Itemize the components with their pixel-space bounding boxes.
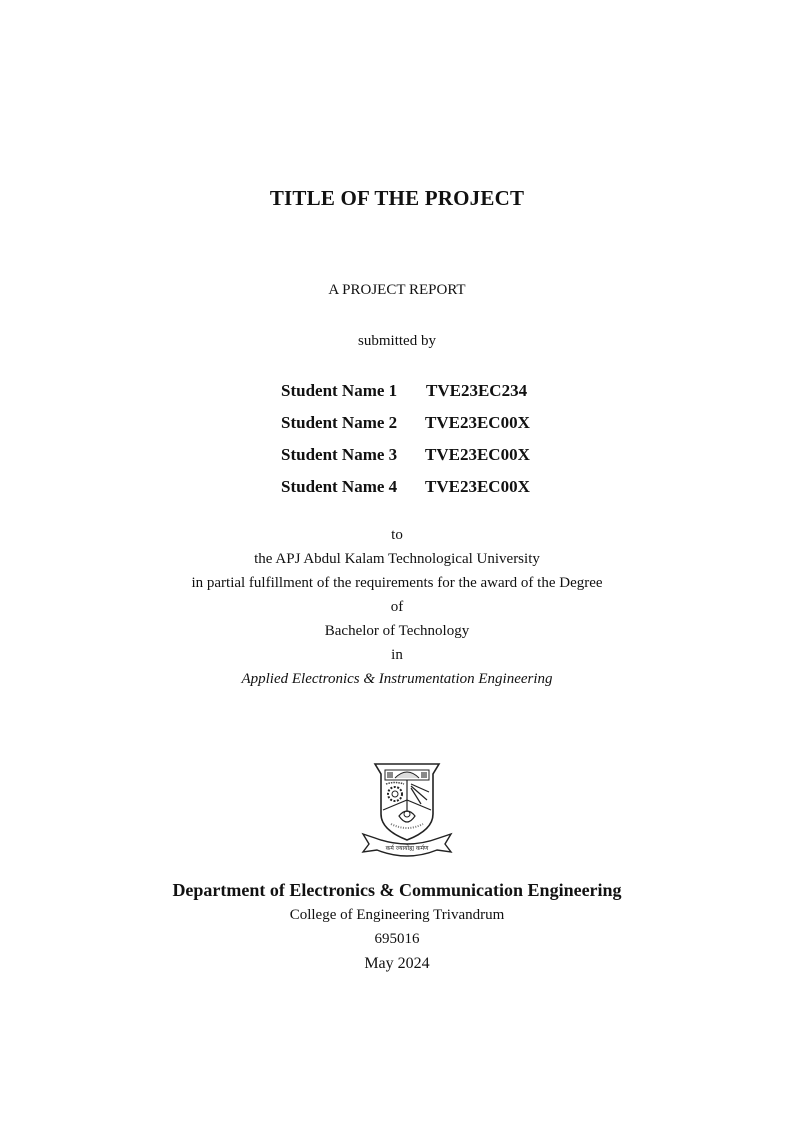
student-row — [281, 375, 556, 407]
svg-text:कर्म ज्यायोह्य कर्मण: कर्म ज्यायोह्य कर्मण — [385, 845, 429, 852]
pincode: 695016 — [374, 931, 420, 947]
student-id: TVE23EC234 — [426, 381, 528, 400]
student-row — [281, 407, 556, 439]
student-name: Student Name 4 — [281, 477, 398, 496]
college-emblem-icon — [353, 752, 461, 864]
of-label: of — [390, 599, 404, 615]
project-title: TITLE OF THE PROJECT — [269, 186, 525, 210]
student-name: Student Name 2 — [281, 413, 398, 432]
report-type: A PROJECT REPORT — [328, 282, 466, 298]
student-id: TVE23EC00X — [425, 477, 530, 496]
to-label: to — [391, 527, 403, 543]
student-id: TVE23EC00X — [425, 445, 530, 464]
student-id: TVE23EC00X — [425, 413, 530, 432]
submitted-by-label: submitted by — [358, 333, 436, 349]
college-name: College of Engineering Trivandrum — [289, 907, 505, 923]
student-list — [281, 375, 556, 503]
branch-name: Applied Electronics & Instrumentation Engineering — [241, 671, 553, 687]
student-row — [281, 439, 556, 471]
department-name: Department of Electronics & Communication Engineering — [172, 880, 622, 900]
student-row — [281, 471, 556, 503]
fulfillment-text: in partial fulfillment of the requirements for the award of the Degree — [191, 575, 603, 591]
degree-name: Bachelor of Technology — [324, 623, 470, 639]
submission-date: May 2024 — [364, 955, 430, 972]
student-name: Student Name 1 — [281, 381, 398, 400]
university-name: the APJ Abdul Kalam Technological University — [254, 551, 540, 567]
in-label: in — [391, 647, 403, 663]
student-name: Student Name 3 — [281, 445, 398, 464]
